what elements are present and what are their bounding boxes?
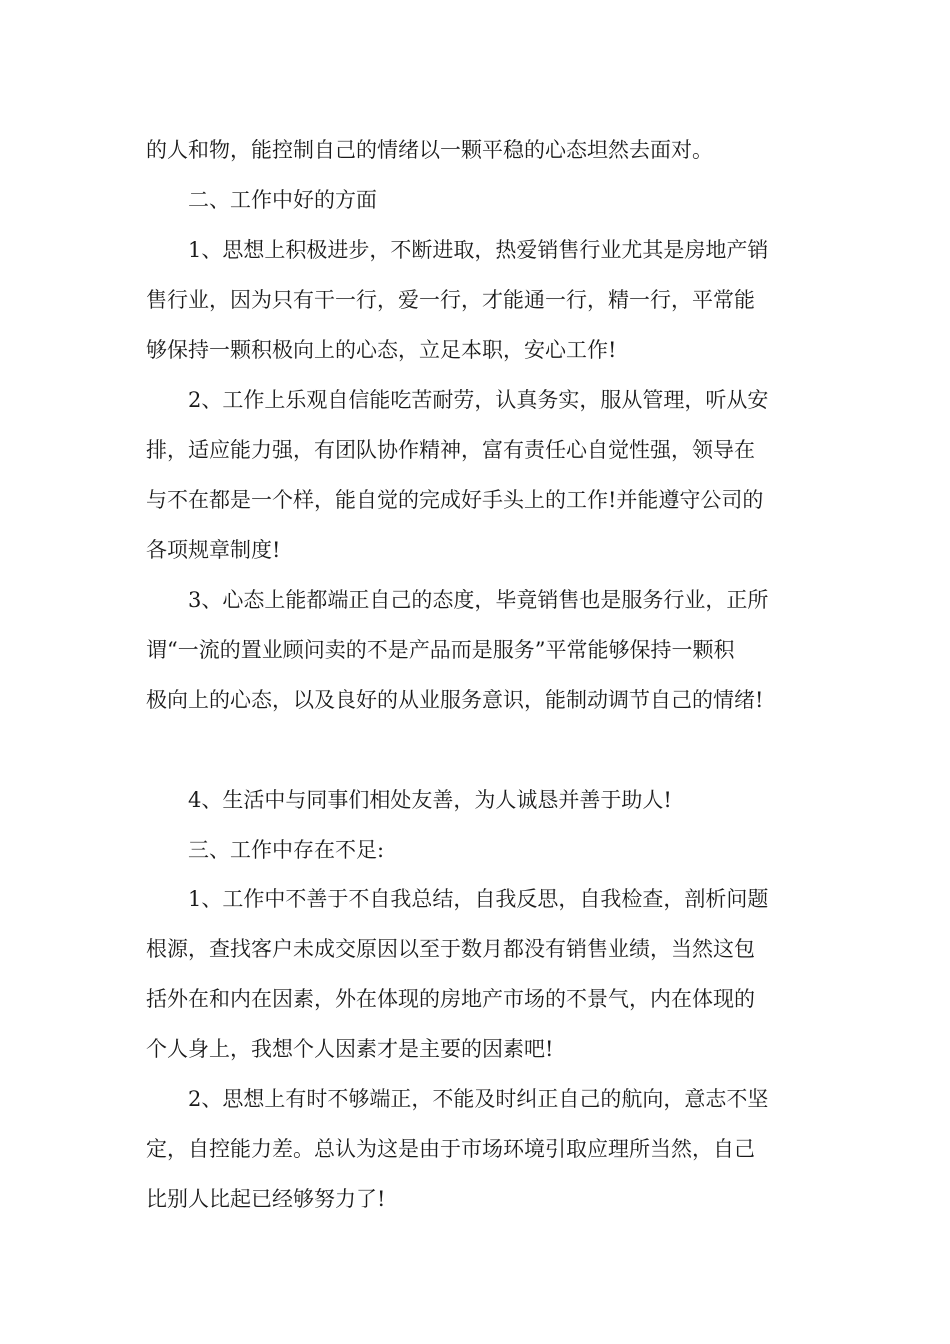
paragraph-line: 的人和物，能控制自己的情绪以一颗平稳的心态坦然去面对。 [146, 138, 713, 162]
paragraph-line: 谓“一流的置业顾问卖的不是产品而是服务”平常能够保持一颗积 [146, 638, 735, 662]
paragraph-line: 售行业，因为只有干一行，爱一行，才能通一行，精一行，平常能 [146, 288, 755, 312]
paragraph-line: 定，自控能力差。总认为这是由于市场环境引取应理所当然，自己 [146, 1137, 755, 1161]
paragraph-line: 2、思想上有时不够端正，不能及时纠正自己的航向，意志不坚 [188, 1087, 769, 1111]
paragraph-line: 个人身上，我想个人因素才是主要的因素吧! [146, 1037, 554, 1061]
paragraph-line: 排，适应能力强，有团队协作精神，富有责任心自觉性强，领导在 [146, 438, 755, 462]
paragraph-line: 各项规章制度! [146, 538, 281, 562]
paragraph-line: 够保持一颗积极向上的心态，立足本职，安心工作! [146, 338, 617, 362]
paragraph-line: 4、生活中与同事们相处友善，为人诚恳并善于助人! [188, 788, 672, 812]
paragraph-line: 1、工作中不善于不自我总结，自我反思，自我检查，剖析问题 [188, 887, 769, 911]
paragraph-line: 1、思想上积极进步，不断进取，热爱销售行业尤其是房地产销 [188, 238, 769, 262]
paragraph-line: 根源，查找客户未成交原因以至于数月都没有销售业绩，当然这包 [146, 937, 755, 961]
paragraph-line: 括外在和内在因素，外在体现的房地产市场的不景气，内在体现的 [146, 987, 755, 1011]
section-heading: 三、工作中存在不足: [188, 838, 385, 862]
section-heading: 二、工作中好的方面 [188, 188, 377, 212]
paragraph-line: 3、心态上能都端正自己的态度，毕竟销售也是服务行业，正所 [188, 588, 769, 612]
paragraph-line: 与不在都是一个样，能自觉的完成好手头上的工作!并能遵守公司的 [146, 488, 764, 512]
paragraph-line: 2、工作上乐观自信能吃苦耐劳，认真务实，服从管理，听从安 [188, 388, 769, 412]
paragraph-line: 极向上的心态，以及良好的从业服务意识，能制动调节自己的情绪! [146, 688, 764, 712]
paragraph-line: 比别人比起已经够努力了! [146, 1187, 386, 1211]
